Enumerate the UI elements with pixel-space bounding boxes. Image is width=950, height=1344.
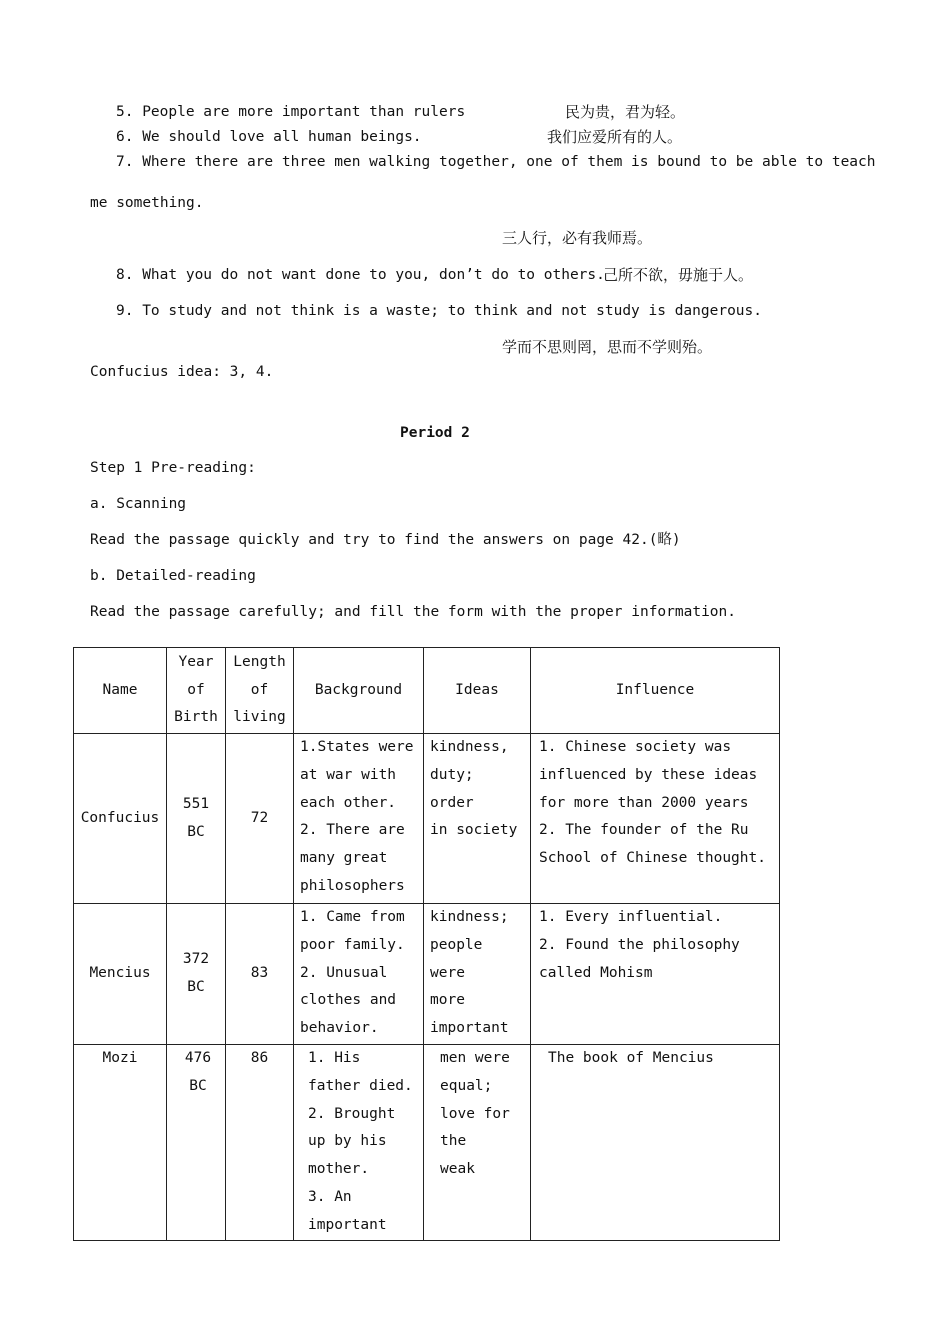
- row-year: 372 BC: [167, 904, 226, 1045]
- row-year: 476 BC: [167, 1045, 226, 1241]
- sentence-6-chinese: 我们应爱所有的人。: [547, 128, 683, 146]
- header-ideas: Ideas: [424, 648, 531, 734]
- table-row: [74, 1045, 780, 1241]
- row-name: Mencius: [74, 904, 167, 1045]
- sentence-7-english: 7. Where there are three men walking together, one of them is bound to be able to teach: [116, 154, 876, 170]
- row-background: 1. His father died. 2. Brought up by his mother. 3. An important: [294, 1045, 424, 1241]
- row-influence: 1. Chinese society was influenced by these ideas for more than 2000 years 2. The founder of the Ru School of Chinese thought.: [531, 734, 780, 904]
- row-name: Mozi: [74, 1045, 167, 1241]
- sentence-9-english: 9. To study and not think is a waste; to think and not study is dangerous.: [116, 303, 763, 319]
- row-background: 1.States were at war with each other. 2. There are many great philosophers: [294, 734, 424, 904]
- philosophers-table: [73, 647, 780, 1241]
- sentence-5-english: 5. People are more important than rulers: [116, 104, 466, 120]
- row-ideas: kindness, duty; order in society: [424, 734, 531, 904]
- header-background: Background: [294, 648, 424, 734]
- detailed-reading-label: b. Detailed-reading: [90, 568, 256, 584]
- row-length: 86: [226, 1045, 294, 1241]
- scanning-label: a. Scanning: [90, 496, 187, 512]
- header-length: Length of living: [226, 648, 294, 734]
- row-ideas: men were equal; love for the weak: [424, 1045, 531, 1241]
- sentence-5-chinese: 民为贵，君为轻。: [565, 103, 686, 121]
- sentence-9-chinese: 学而不思则罔，思而不学则殆。: [502, 338, 713, 356]
- sentence-7-chinese: 三人行，必有我师焉。: [502, 229, 653, 247]
- row-length: 83: [226, 904, 294, 1045]
- sentence-6-english: 6. We should love all human beings.: [116, 129, 422, 145]
- row-influence: The book of Mencius: [531, 1045, 780, 1241]
- row-year: 551 BC: [167, 734, 226, 904]
- header-name: Name: [74, 648, 167, 734]
- row-name: Confucius: [74, 734, 167, 904]
- table-row: [74, 734, 780, 904]
- step1-label: Step 1 Pre-reading:: [90, 460, 256, 476]
- row-ideas: kindness; people were more important: [424, 904, 531, 1045]
- row-background: 1. Came from poor family. 2. Unusual clothes and behavior.: [294, 904, 424, 1045]
- header-influence: Influence: [531, 648, 780, 734]
- sentence-7-continuation: me something.: [90, 195, 204, 211]
- table-header-row: [74, 648, 780, 734]
- header-year: Year of Birth: [167, 648, 226, 734]
- sentence-8-chinese: 己所不欲，毋施于人。: [603, 266, 754, 284]
- confucius-idea: Confucius idea: 3, 4.: [90, 364, 274, 380]
- detailed-reading-instruction: Read the passage carefully; and fill the form with the proper information.: [90, 604, 737, 620]
- table-row: [74, 904, 780, 1045]
- sentence-8-english: 8. What you do not want done to you, don’t do to others.: [116, 267, 605, 283]
- period-heading: Period 2: [400, 425, 470, 441]
- row-length: 72: [226, 734, 294, 904]
- scanning-instruction: Read the passage quickly and try to find the answers on page 42.(略): [90, 532, 681, 548]
- row-influence: 1. Every influential. 2. Found the philosophy called Mohism: [531, 904, 780, 1045]
